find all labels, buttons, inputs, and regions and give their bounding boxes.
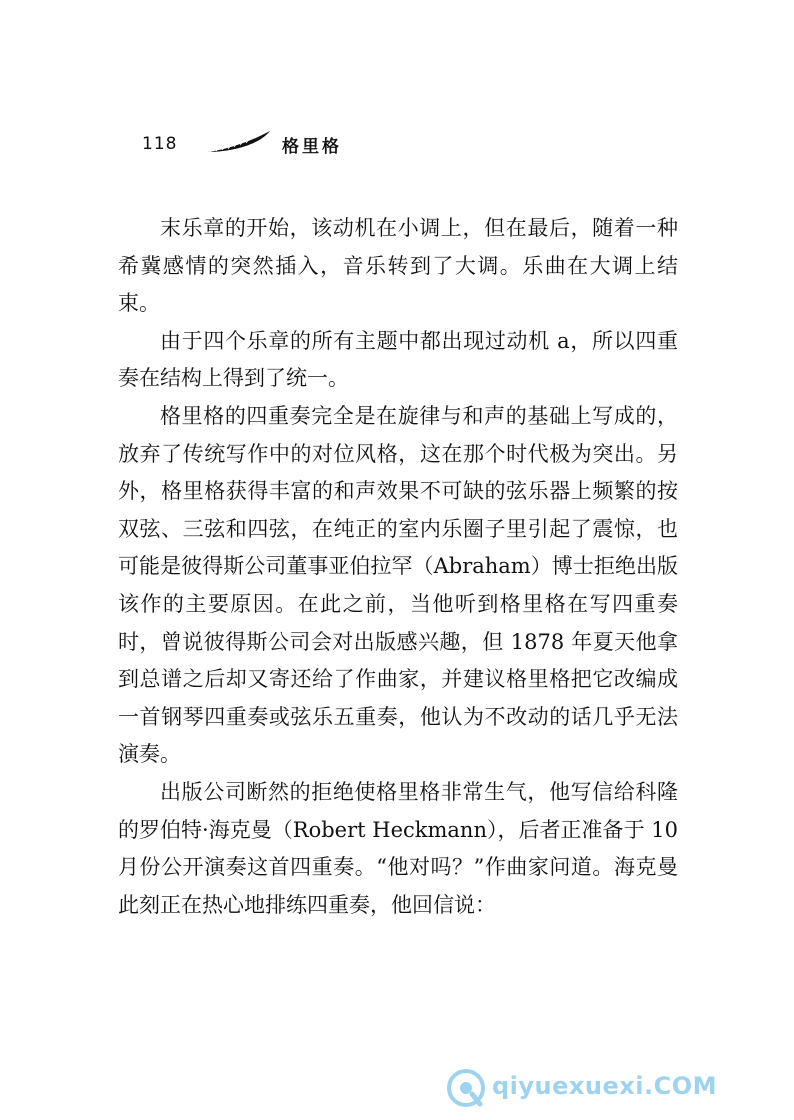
body-text: [118, 210, 678, 924]
running-title: 格里格: [282, 137, 342, 157]
paragraph: 由于四个乐章的所有主题中都出现过动机 a，所以四重奏在结构上得到了统一。: [118, 328, 678, 391]
page-header: [142, 128, 382, 160]
watermark-logo-icon: [446, 1068, 486, 1108]
paragraph: 格里格的四重奏完全是在旋律与和声的基础上写成的，放弃了传统写作中的对位风格，这在那个时代极为突出。另外，格里格获得丰富的和声效果不可缺的弦乐器上频繁的按双弦、三弦和四弦，在纯正的室内乐圈子里引起了震惊，也可能是彼得斯公司董事亚伯拉罕（Abraham）博士拒绝出版该作的主要原因。在此之前，当他听到格里格在写四重奏时，曾说彼得斯公司会对出版感兴趣，但 1878 年夏天他拿到总谱之后却又寄还给了作曲家，并建议格里格把它改编成一首钢琴四重奏或弦乐五重奏，他认为不改动的话几乎无法演奏。: [118, 403, 678, 767]
feather-ornament-icon: [206, 130, 272, 156]
paragraph: 末乐章的开始，该动机在小调上，但在最后，随着一种希冀感情的突然插入，音乐转到了大调。乐曲在大调上结束。: [118, 216, 678, 316]
paragraph: 出版公司断然的拒绝使格里格非常生气，他写信给科隆的罗伯特·海克曼（Robert Heckmann），后者正准备于 10 月份公开演奏这首四重奏。“他对吗？”作曲家问道。海克曼此刻正在热心地排练四重奏，他回信说：: [118, 779, 678, 917]
page-number: 118: [142, 134, 178, 154]
site-watermark: [446, 1064, 776, 1112]
watermark-text: qiyuexuexi.COM: [492, 1072, 717, 1100]
